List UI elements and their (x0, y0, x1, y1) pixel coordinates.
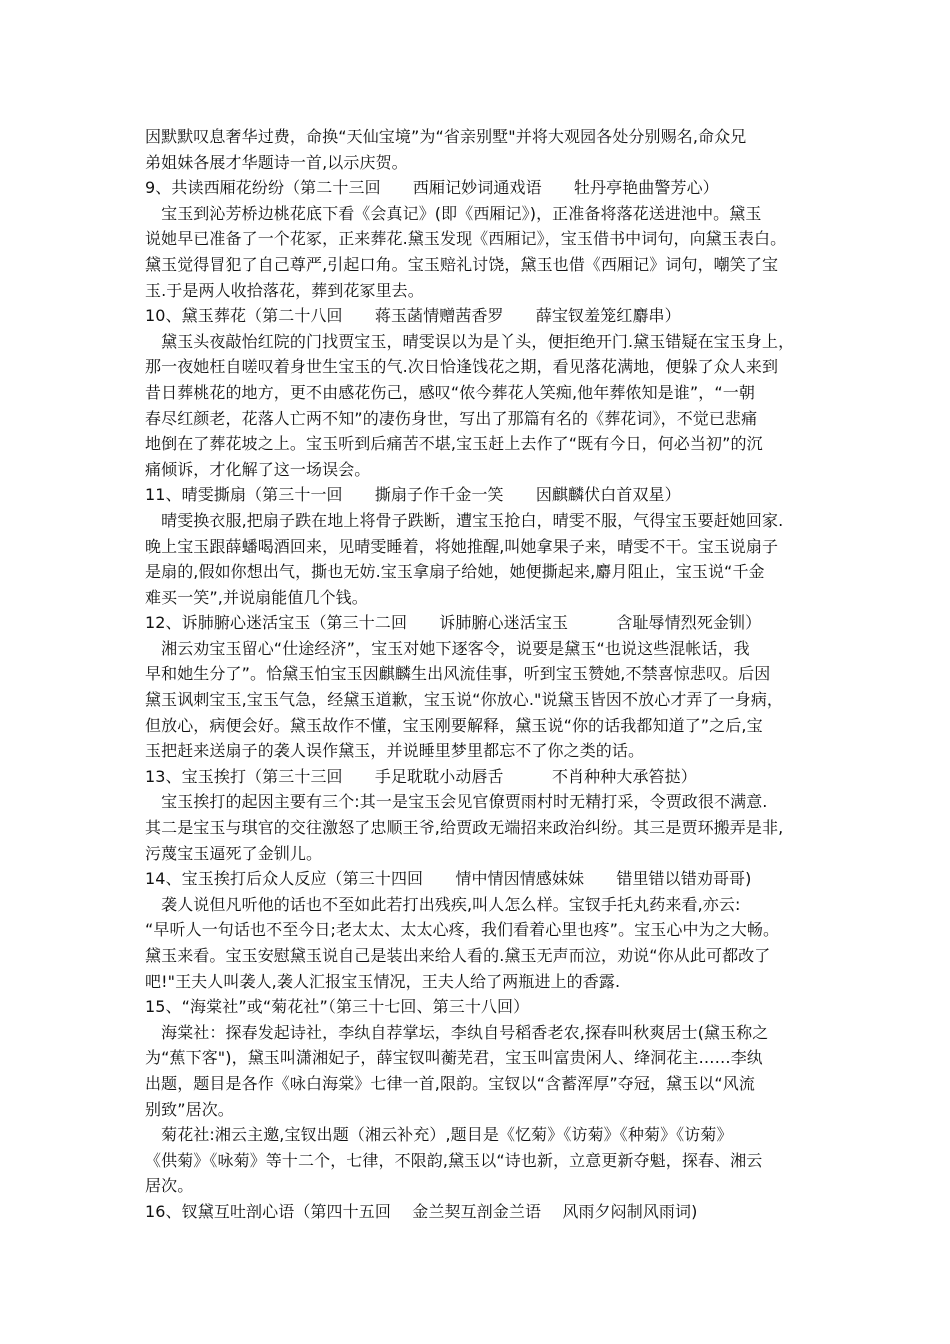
section-heading-16: 16、钗黛互吐剖心语（第四十五回 金兰契互剖金兰语 风雨夕闷制风雨词) (145, 1201, 698, 1221)
text-line: 出题，题目是各作《咏白海棠》七律一首,限韵。宝钗以“含蓄浑厚”夺冠，黛玉以“风流 (145, 1073, 755, 1093)
text-line: 黛玉觉得冒犯了自己尊严,引起口角。宝玉赔礼讨饶，黛玉也借《西厢记》词句，嘲笑了宝 (145, 254, 779, 274)
document-body (145, 124, 815, 1225)
section-heading-13: 13、宝玉挨打（第三十三回 手足耽耽小动唇舌 不肖种种大承笞挞） (145, 766, 697, 786)
text-line: 别致”居次。 (145, 1099, 234, 1119)
text-line: 弟姐妹各展才华题诗一首,以示庆贺。 (145, 152, 408, 172)
text-line: 昔日葬桃花的地方，更不由感花伤己，感叹“侬今葬花人笑痴,他年葬侬知是谁”，“一朝 (145, 382, 755, 402)
text-line: 难买一笑”,并说扇能值几个钱。 (145, 587, 368, 607)
text-line: 玉.于是两人收拾落花，葬到花冢里去。 (145, 280, 424, 300)
text-line: 宝玉挨打的起因主要有三个:其一是宝玉会见官僚贾雨村时无精打采，令贾政很不满意. (145, 792, 768, 812)
section-heading-9: 9、共读西厢花纷纷（第二十三回 西厢记妙词通戏语 牡丹亭艳曲警芳心） (145, 178, 719, 198)
text-line: 晴雯换衣服,把扇子跌在地上将骨子跌断，遭宝玉抢白，晴雯不服，气得宝玉要赶她回家. (145, 510, 784, 530)
text-line: 污蔑宝玉逼死了金钏儿。 (145, 843, 323, 863)
section-heading-15: 15、“海棠社”或“菊花社”（第三十七回、第三十八回） (145, 997, 530, 1017)
text-line: 春尽红颜老，花落人亡两不知”的凄伤身世，写出了那篇有名的《葬花词》，不觉已悲痛 (145, 408, 758, 428)
text-line: 黛玉头夜敲怡红院的门找贾宝玉，晴雯误以为是丫头，便拒绝开门.黛玉错疑在宝玉身上， (145, 331, 795, 351)
text-line: 痛倾诉，才化解了这一场误会。 (145, 459, 371, 479)
text-line: 说她早已准备了一个花冢，正来葬花.黛玉发现《西厢记》，宝玉借书中词句，向黛玉表白。 (145, 229, 787, 249)
text-line: 玉把赶来送扇子的袭人误作黛玉，并说睡里梦里都忘不了你之类的话。 (145, 741, 645, 761)
text-line: 海棠社：探春发起诗社，李纨自荐掌坛，李纨自号稻香老农,探春叫秋爽居士(黛玉称之 (145, 1022, 769, 1042)
text-line: 地倒在了葬花坡之上。宝玉听到后痛苦不堪,宝玉赶上去作了“既有今日，何必当初”的沉 (145, 434, 763, 454)
text-line: 黛玉讽刺宝玉,宝玉气急，经黛玉道歉，宝玉说“你放心."说黛玉皆因不放心才弄了一身病， (145, 690, 784, 710)
section-heading-11: 11、晴雯撕扇（第三十一回 撕扇子作千金一笑 因麒麟伏白首双星） (145, 485, 681, 505)
text-line: 《供菊》《咏菊》等十二个，七律，不限韵,黛玉以“诗也新，立意更新夺魁，探春、湘云 (145, 1150, 763, 1170)
text-line: 因默默叹息奢华过费，命换“天仙宝境”为“省亲别墅"并将大观园各处分别赐名,命众兄 (145, 127, 747, 146)
text-line: 宝玉到沁芳桥边桃花底下看《会真记》(即《西厢记》)，正准备将落花送进池中。黛玉 (145, 203, 762, 223)
text-line: 晚上宝玉跟薛蟠喝酒回来，见晴雯睡着，将她推醒,叫她拿果子来，晴雯不干。宝玉说扇子 (145, 536, 779, 556)
text-line: “早听人一句话也不至今日;老太太、太太心疼，我们看着心里也疼”。宝玉心中为之大畅。 (145, 920, 780, 940)
text-line: 为“蕉下客")，黛玉叫潇湘妃子，薛宝钗叫蘅芜君，宝玉叫富贵闲人、绛洞花主……李纨 (145, 1048, 763, 1068)
section-heading-12: 12、诉肺腑心迷活宝玉（第三十二回 诉肺腑心迷活宝玉 含耻辱情烈死金钏） (145, 613, 762, 633)
section-heading-14: 14、宝玉挨打后众人反应（第三十四回 情中情因情感妹妹 错里错以错劝哥哥) (145, 869, 752, 889)
text-line: 菊花社:湘云主邀,宝钗出题（湘云补充）,题目是《忆菊》《访菊》《种菊》《访菊》 (145, 1125, 733, 1145)
text-line: 是扇的,假如你想出气，撕也无妨.宝玉拿扇子给她，她便撕起来,麝月阻止，宝玉说“千金 (145, 562, 765, 582)
text-line: 黛玉来看。宝玉安慰黛玉说自己是装出来给人看的.黛玉无声而泣，劝说“你从此可都改了 (145, 946, 771, 965)
text-line: 吧!"王夫人叫袭人,袭人汇报宝玉情况，王夫人给了两瓶进上的香露. (145, 971, 621, 991)
text-line: 居次。 (145, 1176, 194, 1196)
text-line: 其二是宝玉与琪官的交往激怒了忠顺王爷,给贾政无端招来政治纠纷。其三是贾环搬弄是非, (145, 818, 784, 838)
section-heading-10: 10、黛玉葬花（第二十八回 蒋玉菡情赠茜香罗 薛宝钗羞笼红麝串） (145, 306, 681, 326)
text-line: 袭人说但凡听他的话也不至如此若打出残疾,叫人怎么样。宝钗手托丸药来看,亦云: (145, 894, 741, 914)
text-line: 湘云劝宝玉留心“仕途经济”，宝玉对她下逐客令，说要是黛玉“也说这些混帐话，我 (145, 638, 750, 658)
text-line: 但放心，病便会好。黛玉故作不懂，宝玉刚要解释，黛玉说“你的话我都知道了”之后,宝 (145, 715, 763, 735)
text-line: 那一夜她枉自嗟叹着身世生宝玉的气.次日恰逢饯花之期，看见落花满地，便躲了众人来到 (145, 357, 779, 377)
text-line: 早和她生分了”。恰黛玉怕宝玉因麒麟生出风流佳事，听到宝玉赞她,不禁喜惊悲叹。后因 (145, 664, 771, 684)
